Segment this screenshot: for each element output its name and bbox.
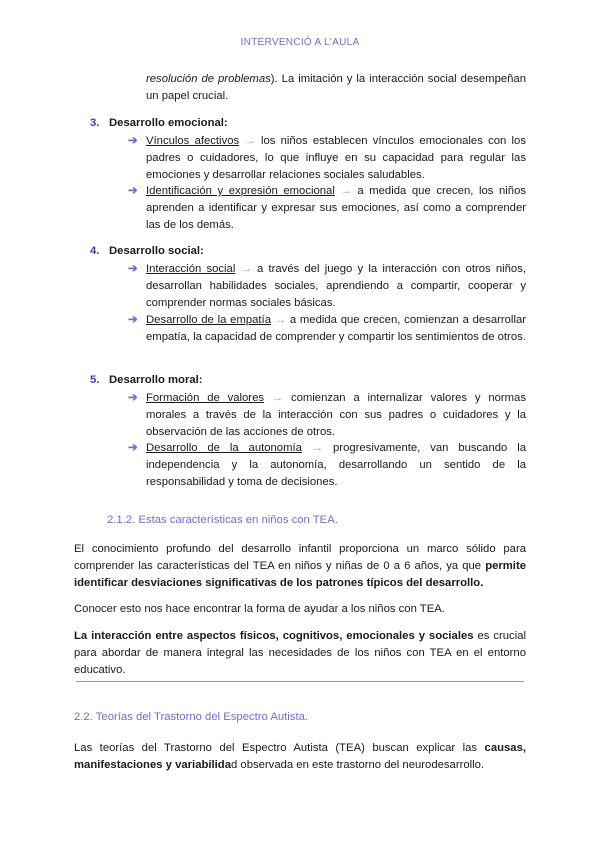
arrow-icon: → <box>274 314 287 326</box>
arrow-icon: → <box>340 185 352 197</box>
section-number: 4. <box>90 245 100 257</box>
arrow-icon: → <box>244 135 256 147</box>
paragraph-text: El conocimiento profundo del desarrollo infantil proporciona un marco sólido para comprender las características del TEA en niños y niñas de 0 a 6 años, ya que <box>74 543 526 572</box>
item-term: Identificación y expresión emocional <box>146 185 335 197</box>
item-term: Desarrollo de la empatía <box>146 314 271 326</box>
paragraph-bold: La interacción entre aspectos físicos, cognitivos, emocionales y sociales <box>74 630 474 642</box>
paragraph-interaction <box>74 628 526 679</box>
arrow-icon: → <box>271 392 284 404</box>
section-title: Desarrollo moral: <box>109 374 203 386</box>
section-heading-3 <box>90 115 228 132</box>
item-text: comienzan a internalizar valores y normas morales a través de la interacción con sus padres o cuidadores y la observación de las acciones de otros. <box>146 392 526 438</box>
list-item <box>128 390 526 441</box>
item-term: Vínculos afectivos <box>146 135 240 147</box>
section-title: Desarrollo emocional: <box>109 117 228 129</box>
section-heading-5 <box>90 372 203 389</box>
list-item <box>128 440 526 491</box>
paragraph-text: d observada en este trastorno del neurodesarrollo. <box>230 759 485 771</box>
paragraph-bold: causas, manifestaciones y variabilida <box>74 742 526 771</box>
item-term: Interacción social <box>146 263 236 275</box>
arrow-bullet-icon: ➔ <box>128 442 138 454</box>
subsection-heading: 2.1.2. Estas características en niños con TEA. <box>107 514 338 526</box>
arrow-bullet-icon: ➔ <box>128 314 138 326</box>
section-heading-4 <box>90 243 204 260</box>
item-text: a medida que crecen, comienzan a desarrollar empatía, la capacidad de comprender y compartir los sentimientos de otros. <box>146 314 526 343</box>
item-term: Formación de valores <box>146 392 264 404</box>
paragraph-help: Conocer esto nos hace encontrar la forma de ayudar a los niños con TEA. <box>74 603 445 615</box>
arrow-bullet-icon: ➔ <box>128 185 138 197</box>
italic-term: resolución de problemas <box>146 73 271 85</box>
continuation-paragraph <box>146 71 526 105</box>
arrow-icon: → <box>240 263 252 275</box>
item-text: a través del juego y la interacción con otros niños, desarrollan habilidades sociales, aprendiendo a compartir, cooperar y comprender normas sociales básicas. <box>146 263 527 309</box>
page-header: INTERVENCIÓ A L'AULA <box>240 37 360 48</box>
paragraph-text: es crucial para abordar de manera integral las necesidades de los niños con TEA en el entorno educativo. <box>74 630 527 676</box>
item-text: a medida que crecen, los niños aprenden a identificar y expresar sus emociones, así como a comprender las de los demás. <box>146 185 527 231</box>
paragraph-text: Las teorías del Trastorno del Espectro Autista (TEA) buscan explicar las <box>74 742 485 754</box>
section-title: Desarrollo social: <box>109 245 204 257</box>
arrow-bullet-icon: ➔ <box>128 263 138 275</box>
horizontal-divider <box>76 681 524 682</box>
continuation-text: ). La imitación y la interacción social desempeñan un papel crucial. <box>146 73 526 102</box>
list-item <box>128 312 526 346</box>
arrow-bullet-icon: ➔ <box>128 135 138 147</box>
item-text: los niños establecen vínculos emocionales con los padres o cuidadores, lo que influye en su capacidad para regular las emociones y desarrollar relaciones sociales saludables. <box>146 135 526 181</box>
item-term: Desarrollo de la autonomía <box>146 442 302 454</box>
paragraph-development <box>74 541 526 592</box>
section-number: 5. <box>90 374 100 386</box>
paragraph-theories <box>74 740 526 774</box>
paragraph-bold: permite identificar desviaciones significativas de los patrones típicos del desarrollo. <box>74 560 526 589</box>
section-heading-2-2: 2.2. Teorías del Trastorno del Espectro Autista. <box>74 711 309 723</box>
list-item <box>128 261 526 312</box>
arrow-icon: → <box>311 442 324 454</box>
arrow-bullet-icon: ➔ <box>128 392 138 404</box>
list-item <box>128 183 526 234</box>
list-item <box>128 133 526 184</box>
item-text: progresivamente, van buscando la independencia y la autonomía, desarrollando un sentido de la responsabilidad y toma de decisiones. <box>146 442 526 488</box>
section-number: 3. <box>90 117 100 129</box>
